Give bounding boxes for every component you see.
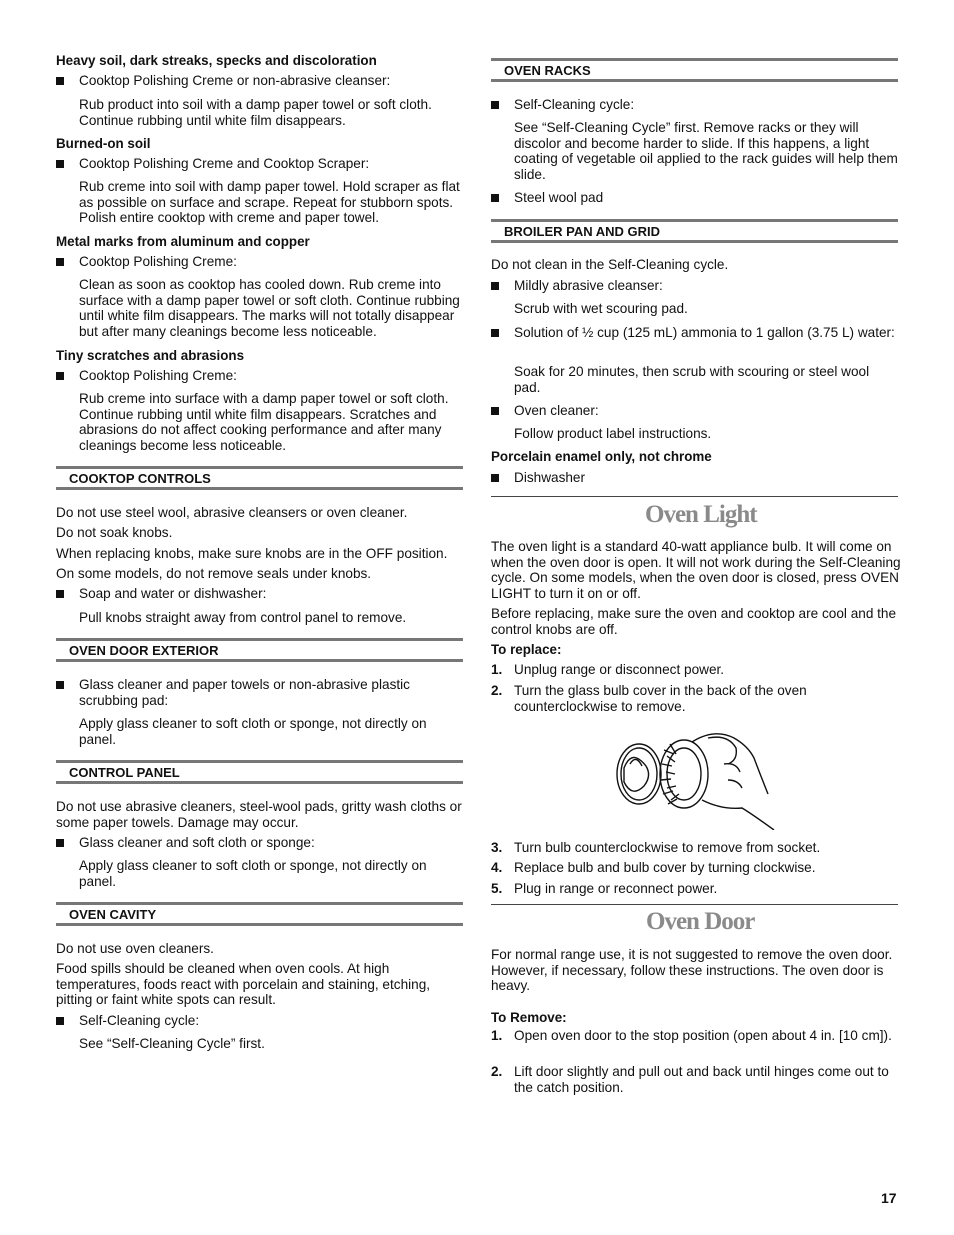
step-number: 4. [491,860,503,875]
heading-metal-marks: Metal marks from aluminum and copper [56,234,310,249]
paragraph: Rub product into soil with a damp paper towel or soft cloth. Continue rubbing until white film disappears. [79,97,432,128]
page-number: 17 [881,1190,897,1206]
paragraph: Do not clean in the Self-Cleaning cycle. [491,257,729,272]
paragraph: See “Self-Cleaning Cycle” first. Remove racks or they will discolor and become harder to slide. If this happens, a light coating of vegetable oil applied to the rack guides will help them slide. [514,120,898,182]
step-number: 2. [491,1064,503,1079]
step-text: Turn the glass bulb cover in the back of the oven counterclockwise to remove. [514,683,807,714]
paragraph: Do not use steel wool, abrasive cleansers or oven cleaner. [56,505,408,520]
paragraph: When replacing knobs, make sure knobs are in the OFF position. [56,546,448,561]
subheading-to-replace: To replace: [491,642,562,657]
step-text: Replace bulb and bulb cover by turning clockwise. [514,860,816,875]
paragraph: Before replacing, make sure the oven and cooktop are cool and the control knobs are off. [491,606,897,637]
paragraph: Rub creme into soil with damp paper towel. Hold scraper as flat as possible on surface and scrape. Repeat for stubborn spots. Polish entire cooktop with creme and paper towel. [79,179,460,226]
bullet-item: Solution of ½ cup (125 mL) ammonia to 1 gallon (3.75 L) water: [514,325,899,341]
section-header-broiler: BROILER PAN AND GRID [491,219,898,243]
bullet-item: Cooktop Polishing Creme: [79,368,464,384]
bullet-item: Soap and water or dishwasher: [79,586,464,602]
paragraph: Do not soak knobs. [56,525,173,540]
paragraph: Scrub with wet scouring pad. [514,301,688,316]
step-text: Lift door slightly and pull out and back until hinges come out to the catch position. [514,1064,889,1095]
step-number: 1. [491,662,503,677]
paragraph: See “Self-Cleaning Cycle” first. [79,1036,265,1051]
heading-scratches: Tiny scratches and abrasions [56,348,245,363]
bullet-item: Glass cleaner and paper towels or non-abrasive plastic scrubbing pad: [79,677,464,708]
step-text: Open oven door to the stop position (open about 4 in. [10 cm]). [514,1028,892,1043]
heading-burned-on: Burned-on soil [56,136,151,151]
bullet-item: Self-Cleaning cycle: [514,97,899,113]
step-number: 2. [491,683,503,698]
section-divider [491,904,898,905]
paragraph: Rub creme into surface with a damp paper towel or soft cloth. Continue rubbing until white film disappears. Scratches and abrasions do not affect cooking performance and after many cleanings become less noticeable. [79,391,449,453]
paragraph: Apply glass cleaner to soft cloth or sponge, not directly on panel. [79,716,427,747]
section-title-oven-door: Oven Door [646,908,755,935]
paragraph: Follow product label instructions. [514,426,712,441]
paragraph: Do not use oven cleaners. [56,941,214,956]
bullet-item: Self-Cleaning cycle: [79,1013,464,1029]
bullet-item: Cooktop Polishing Creme or non-abrasive cleanser: [79,73,464,89]
step-number: 5. [491,881,503,896]
section-header-control-panel: CONTROL PANEL [56,760,463,784]
section-header-oven-door-exterior: OVEN DOOR EXTERIOR [56,638,463,662]
bullet-item: Dishwasher [514,470,899,486]
subheading-porcelain: Porcelain enamel only, not chrome [491,449,712,464]
step-text: Unplug range or disconnect power. [514,662,725,677]
section-title-oven-light: Oven Light [645,501,757,528]
paragraph: For normal range use, it is not suggested to remove the oven door. However, if necessary, follow these instructions. The oven door is heavy. [491,947,893,994]
paragraph: Soak for 20 minutes, then scrub with scouring or steel wool pad. [514,364,870,395]
paragraph: Apply glass cleaner to soft cloth or sponge, not directly on panel. [79,858,427,889]
subheading-to-remove: To Remove: [491,1010,567,1025]
bullet-item: Mildly abrasive cleanser: [514,278,899,294]
heading-heavy-soil: Heavy soil, dark streaks, specks and discoloration [56,53,377,68]
bulb-cover-removal-illustration [612,724,777,830]
section-header-oven-cavity: OVEN CAVITY [56,902,463,926]
step-text: Turn bulb counterclockwise to remove from socket. [514,840,821,855]
paragraph: On some models, do not remove seals under knobs. [56,566,372,581]
paragraph: Food spills should be cleaned when oven cools. At high temperatures, foods react with porcelain and staining, etching, pitting or faint white spots can result. [56,961,431,1008]
paragraph: Do not use abrasive cleaners, steel-wool pads, gritty wash cloths or some paper towels. Damage may occur. [56,799,462,830]
paragraph: Pull knobs straight away from control panel to remove. [79,610,407,625]
bullet-item: Cooktop Polishing Creme: [79,254,464,270]
bullet-item: Glass cleaner and soft cloth or sponge: [79,835,464,851]
paragraph: Clean as soon as cooktop has cooled down. Rub creme into surface with a damp paper towel or soft cloth. Continue rubbing until white film disappears. The marks will not totally disappear but after many cleanings become less noticeable. [79,277,460,339]
bullet-item: Steel wool pad [514,190,899,206]
bullet-item: Oven cleaner: [514,403,899,419]
bullet-item: Cooktop Polishing Creme and Cooktop Scraper: [79,156,464,172]
section-divider [491,496,898,497]
step-text: Plug in range or reconnect power. [514,881,718,896]
step-number: 3. [491,840,503,855]
section-header-oven-racks: OVEN RACKS [491,58,898,82]
section-header-cooktop-controls: COOKTOP CONTROLS [56,466,463,490]
paragraph: The oven light is a standard 40-watt appliance bulb. It will come on when the oven door is open. It will not work during the Self-Cleaning cycle. On some models, when the oven door is closed, press OVEN LIGHT to turn it on or off. [491,539,901,601]
step-number: 1. [491,1028,503,1043]
